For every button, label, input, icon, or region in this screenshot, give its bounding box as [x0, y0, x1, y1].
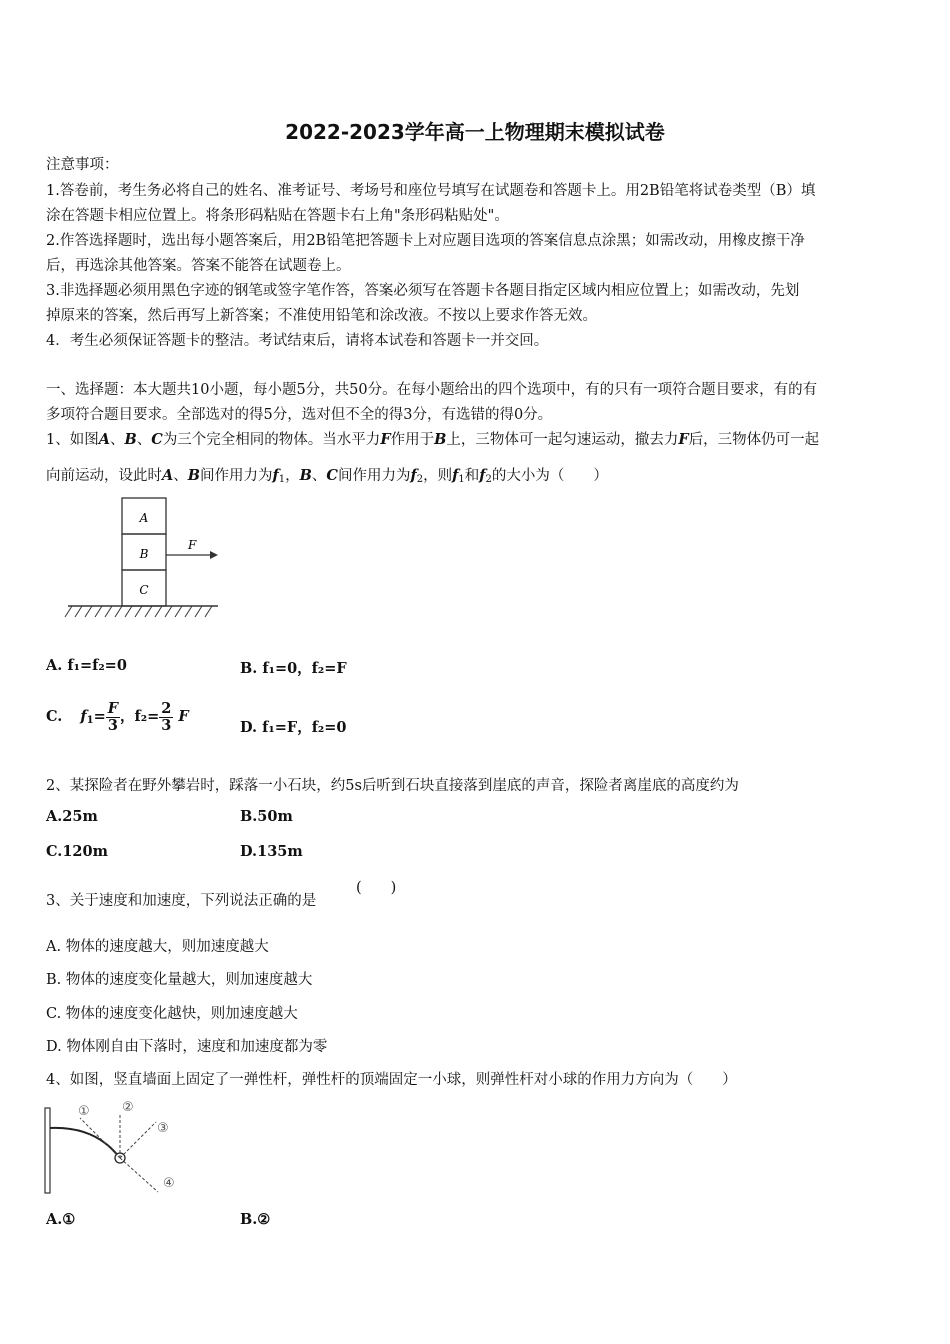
- q4-stem: 4、如图，竖直墙面上固定了一弹性杆，弹性杆的顶端固定一小球，则弹性杆对小球的作用力方向为（ ）: [46, 1072, 737, 1088]
- ground-hatching: [65, 606, 212, 617]
- q1-option-d[interactable]: D. f₁=F，f₂=0: [240, 719, 347, 736]
- q2-option-a[interactable]: A.25m: [46, 808, 98, 825]
- direction-label-4: ④: [163, 1176, 175, 1191]
- q2-option-d[interactable]: D.135m: [240, 843, 303, 860]
- q2-option-b[interactable]: B.50m: [240, 808, 293, 825]
- notice-line: 4．考生必须保证答题卡的整洁。考试结束后，请将本试卷和答题卡一并交回。: [46, 333, 549, 349]
- notice-heading: 注意事项：: [46, 157, 119, 173]
- q1-stem-line1: 1、如图A、B、C为三个完全相同的物体。当水平力F作用于B上，三物体可一起匀速运动，撤去力F后，三物体仍可一起: [46, 431, 820, 448]
- q1-stem-line2: 向前运动，设此时A、B间作用力为$f_1$，B、C间作用力为$f_2$，则$f_1$和$f_2$的大小为（ ）: [46, 467, 608, 485]
- q1-option-a[interactable]: A. f₁=f₂=0: [46, 657, 127, 674]
- q4-option-b[interactable]: B.②: [240, 1211, 271, 1228]
- notice-line: 后，再选涂其他答案。答案不能答在试题卷上。: [46, 258, 351, 274]
- block-c-label: C: [139, 583, 149, 597]
- direction-label-1: ①: [78, 1104, 90, 1119]
- q3-option-a[interactable]: A. 物体的速度越大，则加速度越大: [46, 939, 269, 955]
- notice-line: 2.作答选择题时，选出每小题答案后，用2B铅笔把答题卡上对应题目选项的答案信息点涂黑；如需改动，用橡皮擦干净: [46, 233, 805, 249]
- q4-option-a[interactable]: A.①: [46, 1211, 76, 1228]
- q1-option-b[interactable]: B. f₁=0，f₂=F: [240, 660, 347, 677]
- q3-option-d[interactable]: D. 物体刚自由下落时，速度和加速度都为零: [46, 1039, 328, 1055]
- notice-line: 3.非选择题必须用黑色字迹的钢笔或签字笔作答，答案必须写在答题卡各题目指定区域内相应位置上；如需改动，先划: [46, 283, 800, 299]
- force-label: F: [188, 538, 197, 552]
- q3-stem: 3、关于速度和加速度，下列说法正确的是: [46, 893, 317, 909]
- q2-option-c[interactable]: C.120m: [46, 843, 108, 860]
- section-intro-line: 多项符合题目要求。全部选对的得5分，选对但不全的得3分，有选错的得0分。: [46, 407, 553, 423]
- direction-label-2: ②: [122, 1100, 134, 1115]
- q4-rod-figure: [40, 1096, 190, 1201]
- q3-paren: ( ): [356, 880, 397, 896]
- section-intro-line: 一、选择题：本大题共10小题，每小题5分，共50分。在每小题给出的四个选项中，有的只有一项符合题目要求，有的有: [46, 382, 818, 398]
- q3-option-b[interactable]: B. 物体的速度变化量越大，则加速度越大: [46, 972, 313, 988]
- block-a-label: A: [139, 511, 149, 525]
- notice-line: 涂在答题卡相应位置上。将条形码粘贴在答题卡右上角"条形码粘贴处"。: [46, 208, 509, 224]
- notice-line: 掉原来的答案，然后再写上新答案；不准使用铅笔和涂改液。不按以上要求作答无效。: [46, 308, 597, 324]
- q1-option-c[interactable]: $C.f_1=$ $\frac{F}{3}$ ，f₂= $\frac{2}{3}$ F: [46, 699, 189, 734]
- force-arrow-head: [210, 551, 218, 559]
- q3-option-c[interactable]: C. 物体的速度变化越快，则加速度越大: [46, 1006, 298, 1022]
- elastic-rod: [50, 1128, 119, 1157]
- q2-stem: 2、某探险者在野外攀岩时，踩落一小石块，约5s后听到石块直接落到崖底的声音，探险者离崖底的高度约为: [46, 778, 739, 794]
- notice-line: 1.答卷前，考生务必将自己的姓名、准考证号、考场号和座位号填写在试题卷和答题卡上。用2B铅笔将试卷类型（B）填: [46, 183, 816, 199]
- page-title: 2022-2023学年高一上物理期末模拟试卷: [285, 120, 665, 144]
- q1-blocks-figure: [60, 495, 225, 625]
- direction-label-3: ③: [157, 1121, 169, 1136]
- block-b-label: B: [139, 547, 149, 561]
- wall: [45, 1108, 50, 1193]
